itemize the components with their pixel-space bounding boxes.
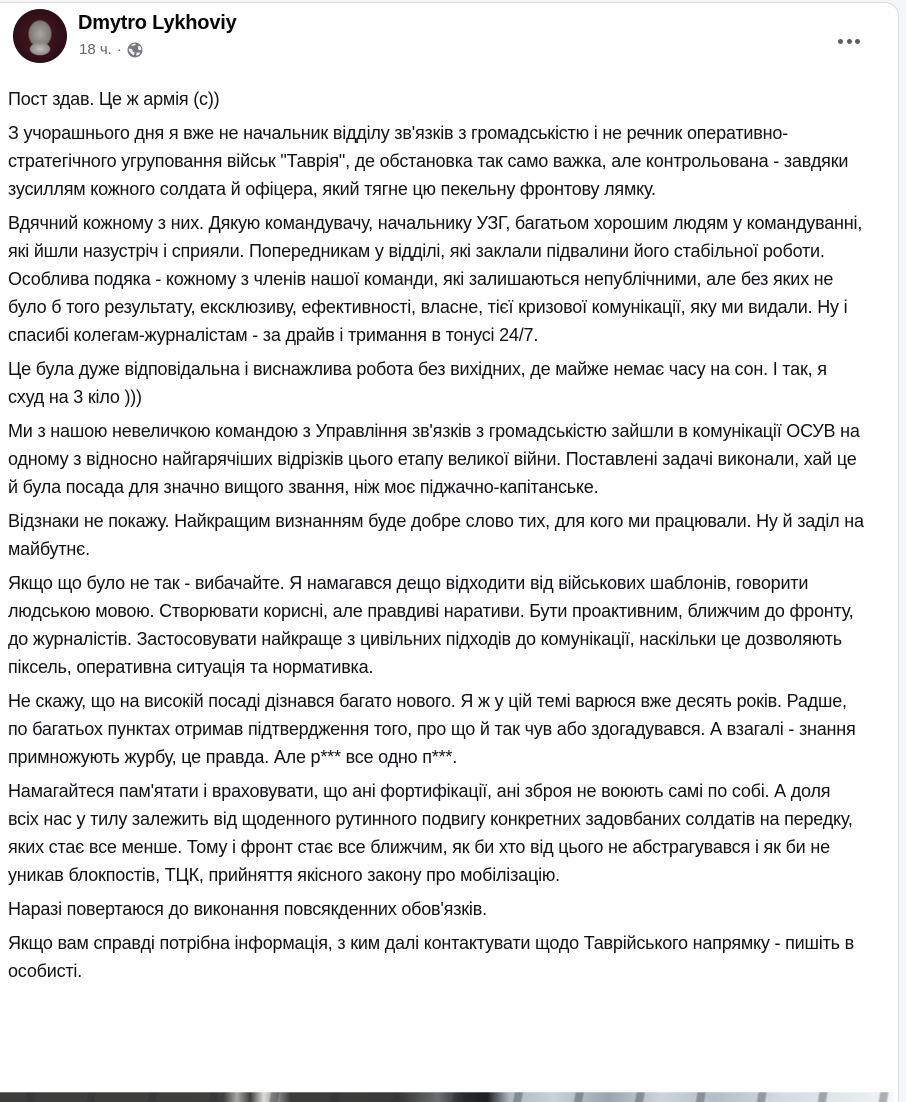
- post-paragraph: Наразі повертаюся до виконання повсякденних обов'язків.: [8, 899, 487, 919]
- post-paragraph: Не скажу, що на високій посаді дізнався багато нового. Я ж у цій темі варюся вже десять років. Радше, по багатьох пунктах отримав підтвердження того, про що й так чув або здогадувався. А взагалі - знання примножують журбу, це правда. Але р*** все одно п***.: [8, 691, 861, 767]
- post-paragraph: З учорашнього дня я вже не начальник відділу зв'язків з громадськістю і не речник оперативно-стратегічного угруповання військ "Таврія", де обстановка так само важка, але контрольована - завдяки зусиллям кожного солдата й офіцера, який тягне цю пекельну фронтову лямку.: [8, 123, 854, 199]
- post-text: [0, 75, 898, 985]
- post-paragraph: Відзнаки не покажу. Найкращим визнанням буде добре слово тих, для кого ми працювали. Ну й заділ на майбутнє.: [8, 511, 869, 559]
- avatar[interactable]: [13, 9, 67, 63]
- meta-separator: ·: [116, 41, 122, 58]
- post-paragraph: Ми з нашою невеличкою командою з Управління зв'язків з громадськістю зайшли в комунікації ОСУВ на одному з відносно найгарячіших відрізків цього етапу великої війни. Поставлені задачі виконали, хай це й була посада для значно вищого звання, ніж моє піджачно-капітанське.: [8, 421, 865, 497]
- post-menu-button[interactable]: [826, 25, 872, 57]
- post-paragraph: Намагайтеся пам'ятати і враховувати, що ані фортифікації, ані зброя не воюють самі по собі. А доля всіх нас у тилу залежить від щоденного рутинного подвигу конкретних задовбаних солдатів на передку, яких стає все менше. Тому і фронт стає все ближчим, як би хто від цього не абстрагувався і як би не уникав блокпостів, ТЦК, прийняття якісного закону про мобілізацію.: [8, 781, 858, 885]
- attached-photo-top-edge[interactable]: [0, 1092, 894, 1102]
- post-paragraph: Це була дуже відповідальна і виснажлива робота без вихідних, де майже немає часу на сон. І так, я схуд на 3 кіло ))): [8, 359, 832, 407]
- post-paragraph: Пост здав. Це ж армія (с)): [8, 89, 220, 109]
- post-paragraph: Якщо вам справді потрібна інформація, з ким далі контактувати щодо Таврійського напрямку - пишіть в особисті.: [8, 933, 859, 981]
- post-meta: [79, 41, 143, 58]
- timestamp-link[interactable]: 18 ч.: [79, 41, 112, 58]
- post-header: [0, 3, 898, 75]
- avatar-image: [13, 9, 67, 63]
- ellipsis-icon: [838, 39, 843, 44]
- post-paragraph: Якщо що було не так - вибачайте. Я намагався дещо відходити від військових шаблонів, говорити людською мовою. Створювати корисні, але правдиві наративи. Бути проактивним, ближчим до фронту, до журналістів. Застосовувати найкраще з цивільних підходів до комунікації, наскільки це дозволяють піксель, оперативна ситуація та нормативка.: [8, 573, 859, 677]
- post-card: [0, 2, 899, 1102]
- post-paragraph: Вдячний кожному з них. Дякую командувачу, начальнику УЗГ, багатьом хорошим людям у командуванні, які йшли назустріч і сприяли. Попередникам у відділі, які заклали підвалини його стабільної роботи. Особлива подяка - кожному з членів нашої команди, які залишаються непублічними, але без яких не було б того результату, ексклюзиву, ефективності, власне, тієї кризової комунікації, яку ми видали. Ну і спасибі колегам-журналістам - за драйв і тримання в тонусі 24/7.: [8, 213, 867, 345]
- globe-icon: [127, 42, 143, 58]
- author-name-link[interactable]: Dmytro Lykhoviy: [78, 12, 237, 34]
